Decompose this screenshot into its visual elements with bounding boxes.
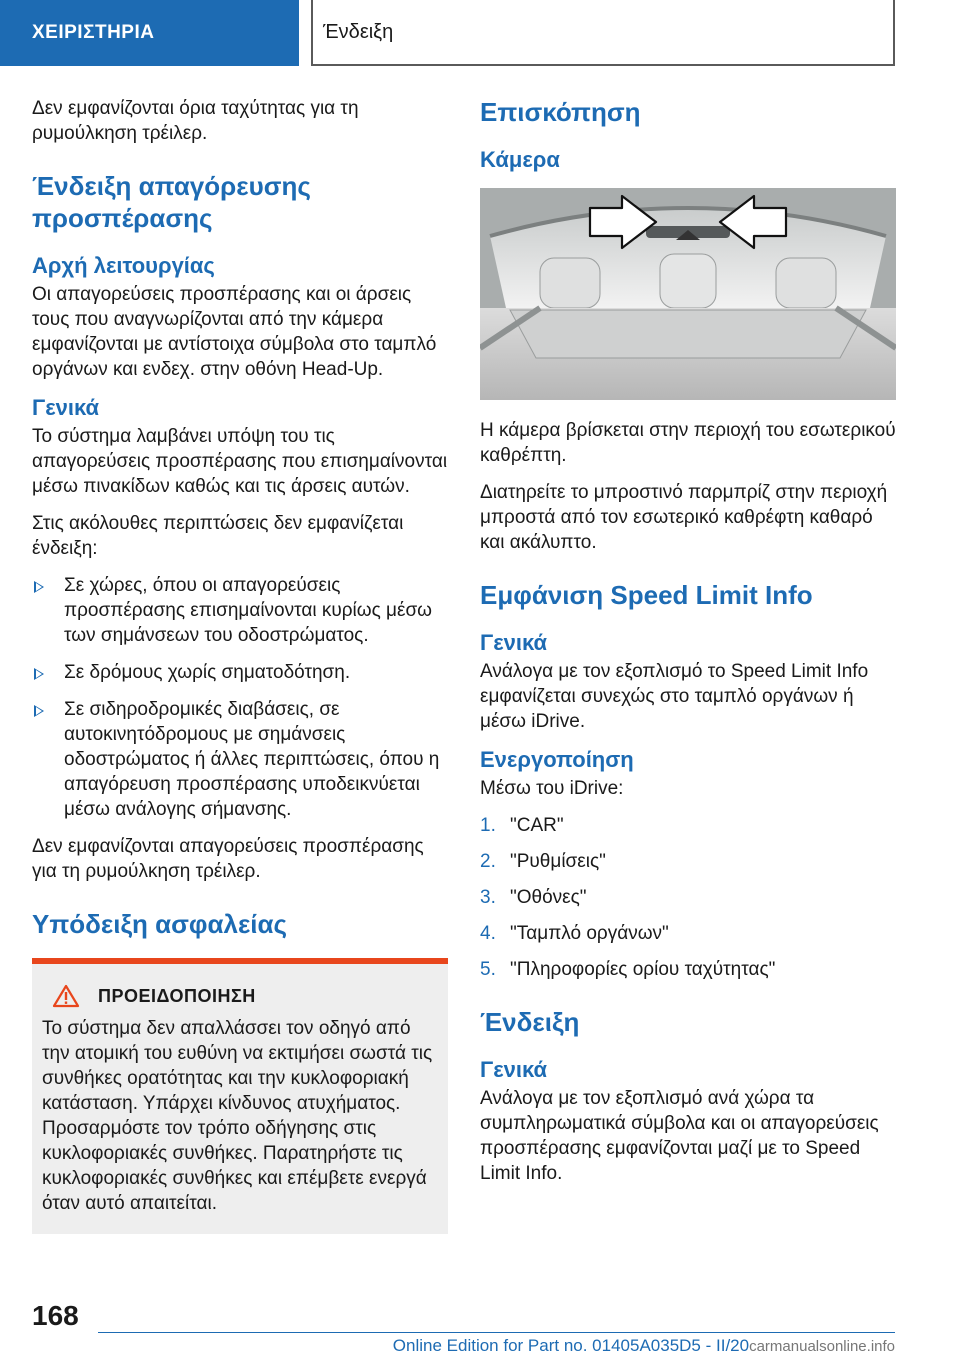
camera-paragraph-1: Η κάμερα βρίσκεται στην περιοχή του εσωτερικού καθρέπτη.: [480, 420, 896, 466]
cases-list: [32, 573, 448, 822]
section-tab: [0, 0, 299, 66]
triangle-bullet-icon: [34, 668, 44, 680]
list-item: Σε χώρες, όπου οι απαγορεύσεις προσπέρασης επισημαίνονται κυρίως μέσω των σημάνσεων του οδοστρώματος.: [32, 573, 448, 648]
topic-tab: [311, 0, 895, 66]
footer-divider: [98, 1332, 895, 1333]
warning-box: [32, 958, 448, 1234]
intro-paragraph: Δεν εμφανίζονται όρια ταχύτητας για τη ρυμούλκηση τρέιλερ.: [32, 98, 359, 144]
heading-safety: Υπόδειξη ασφαλείας: [32, 909, 288, 939]
indicator-general-paragraph: Ανάλογα με τον εξοπλισμό ανά χώρα τα συμπληρωματικά σύμβολα και οι απαγορεύσεις προσπέρασης εμφανίζονται μαζί με το Speed Limit Info.: [480, 1088, 879, 1184]
warning-header: [42, 984, 438, 1008]
camera-location-image: [480, 188, 896, 400]
activation-paragraph: Μέσω του iDrive:: [480, 778, 624, 799]
list-item: 2. "Ρυθμίσεις": [480, 851, 606, 872]
heading-display: Εμφάνιση Speed Limit Info: [480, 580, 813, 610]
footer-edition: Online Edition for Part no. 01405A035D5 - II/20carmanualsonline.info: [392, 1336, 895, 1355]
warning-text: Το σύστημα δεν απαλλάσσει τον οδηγό από την ατομική του ευθύνη να εκτιμήσει σωστά τις συνθήκες ορατότητας και την κυκλοφοριακή κατάσταση. Υπάρχει κίνδυνος ατυχήματος. Προσαρμόστε τον τρόπο οδήγησης στις κυκλοφοριακές συνθήκες. Παρατηρήστε τις κυκλοφοριακές συνθήκες και επέμβετε ενεργά όταν αυτό απαιτείται.: [42, 1018, 433, 1214]
list-item: Σε σιδηροδρομικές διαβάσεις, σε αυτοκινητόδρομους με σημάνσεις οδοστρώματος ή άλλες περιπτώσεις, όπου η απαγόρευση προσπέρασης υποδεικνύεται μέσω ανάλογης σήμανσης.: [32, 697, 448, 822]
general-paragraph-2: Στις ακόλουθες περιπτώσεις δεν εμφανίζεται ένδειξη:: [32, 513, 404, 559]
display-general-paragraph: Ανάλογα με τον εξοπλισμό το Speed Limit Info εμφανίζεται συνεχώς στο ταμπλό οργάνων ή μέσω iDrive.: [480, 661, 869, 732]
list-item: 5. "Πληροφορίες ορίου ταχύτητας": [480, 959, 776, 980]
heading-indicator: Ένδειξη: [480, 1007, 580, 1037]
warning-triangle-icon: [52, 984, 80, 1008]
page-number: 168: [32, 1300, 79, 1331]
left-column: [32, 96, 448, 1234]
list-item: Σε δρόμους χωρίς σηματοδότηση.: [32, 660, 448, 685]
triangle-bullet-icon: [34, 581, 44, 593]
heading-overview: Επισκόπηση: [480, 97, 641, 127]
camera-paragraph-2: Διατηρείτε το μπροστινό παρμπρίζ στην περιοχή μπροστά από τον εσωτερικό καθρέφτη καθαρό και ακάλυπτο.: [480, 482, 888, 553]
warning-title: ΠΡΟΕΙΔΟΠΟΙΗΣΗ: [98, 985, 256, 1006]
heading-general-right: Γενικά: [480, 630, 548, 655]
principle-paragraph: Οι απαγορεύσεις προσπέρασης και οι άρσεις τους που αναγνωρίζονται από την κάμερα εμφανίζονται με αντίστοιχα σύμβολα στο ταμπλό οργάνων και ενδεχ. στην οθόνη Head-Up.: [32, 284, 437, 380]
general-paragraph-1: Το σύστημα λαμβάνει υπόψη του τις απαγορεύσεις προσπέρασης που επισημαίνονται μέσω πινακίδων καθώς και τις άρσεις αυτών.: [32, 426, 448, 497]
watermark: carmanualsonline.info: [749, 1338, 895, 1355]
right-column: [480, 96, 896, 1198]
topic-label: Ένδειξη: [323, 20, 394, 43]
list-item: 1. "CAR": [480, 815, 564, 836]
list-item: 4. "Ταμπλό οργάνων": [480, 923, 669, 944]
heading-activation: Ενεργοποίηση: [480, 747, 634, 772]
section-label: ΧΕΙΡΙΣΤΗΡΙΑ: [32, 22, 155, 43]
trailer-paragraph: Δεν εμφανίζονται απαγορεύσεις προσπέρασης για τη ρυμούλκηση τρέιλερ.: [32, 836, 424, 882]
heading-no-overtaking: Ένδειξη απαγόρευσης προσπέρασης: [32, 171, 311, 233]
heading-general: Γενικά: [32, 395, 100, 420]
heading-general-right-2: Γενικά: [480, 1057, 548, 1082]
triangle-bullet-icon: [34, 705, 44, 717]
list-item: 3. "Οθόνες": [480, 887, 587, 908]
activation-steps: [480, 813, 896, 982]
heading-principle: Αρχή λειτουργίας: [32, 253, 215, 278]
heading-camera: Κάμερα: [480, 147, 560, 172]
